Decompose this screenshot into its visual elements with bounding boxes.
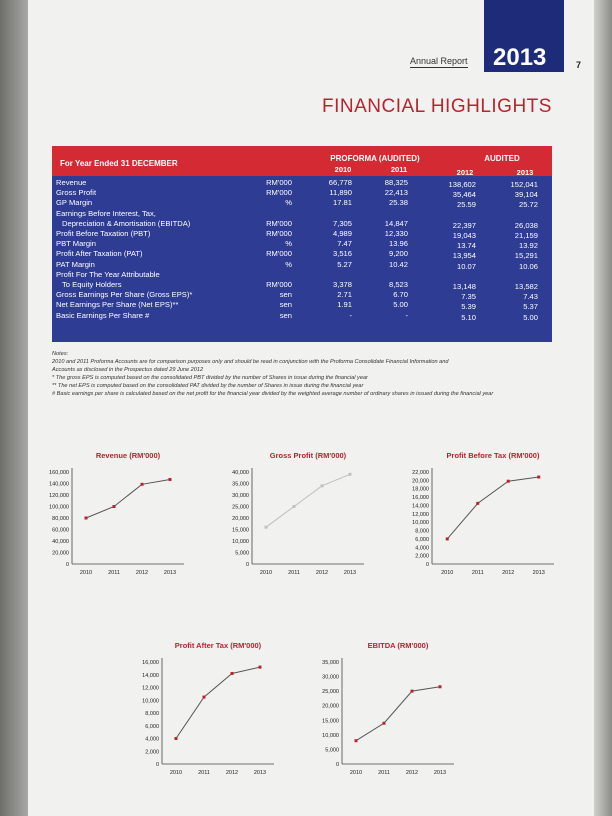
chart-svg [220,450,370,580]
data-point [231,672,234,675]
row-unit: RM'000 [266,188,292,198]
x-tick-label: 2013 [343,570,357,576]
year-header: 2010 [334,165,352,174]
data-point [259,666,262,669]
table-header-label: For Year Ended 31 DECEMBER [60,159,178,168]
x-tick-label: 2010 [349,770,363,776]
x-tick-label: 2012 [502,570,515,576]
table-cell: 10.07 [456,261,476,271]
y-tick-label: 18,000 [412,486,429,493]
page-title: FINANCIAL HIGHLIGHTS [322,96,552,117]
x-tick-label: 2010 [169,770,183,776]
row-label: Gross Profit [56,188,97,198]
x-tick-label: 2010 [79,570,93,576]
page-edge [594,0,612,816]
table-header [52,146,552,176]
chart-svg [40,450,190,580]
table-cell: 3,378 [332,280,352,289]
y-tick-label: 20,000 [52,550,69,557]
notes-heading: Notes: [52,351,69,357]
table-cell: 5.10 [461,312,476,322]
row-unit: % [285,239,292,249]
data-point [141,483,144,486]
report-year: 2013 [493,44,547,71]
row-unit: RM'000 [266,229,292,238]
row-label: Depreciation & Amortisation (EBITDA) [62,218,191,228]
x-tick-label: 2013 [433,770,447,776]
x-tick-label: 2011 [378,770,390,776]
table-cell: 25.59 [456,200,476,210]
data-point [411,690,414,693]
x-tick-label: 2010 [259,570,273,576]
table-cell: 9,200 [388,249,408,259]
y-tick-label: 100,000 [49,504,69,511]
table-cell: 14,847 [384,218,408,228]
table-cell: 6.70 [393,290,408,300]
y-tick-label: 8,000 [145,711,159,717]
row-label: Profit After Taxation (PAT) [56,249,143,259]
table-cell: 21,159 [514,231,538,240]
row-label: Profit For The Year Attributable [56,269,160,279]
table-cell: 13,954 [452,251,476,261]
data-point [169,478,172,481]
table-cell: 4,989 [332,229,352,238]
table-cell: 25.72 [518,200,538,210]
y-tick-label: 0 [425,562,429,568]
table-cell: 7.43 [523,292,538,302]
table-cell: 5.00 [393,300,408,310]
table-cell: 3,516 [332,249,352,259]
x-tick-label: 2010 [441,570,454,576]
year-header: 2011 [390,165,408,174]
y-tick-label: 40,000 [52,539,69,545]
data-point [507,480,510,483]
y-tick-label: 5,000 [235,550,249,557]
y-tick-label: 2,000 [415,553,429,560]
data-point [355,739,358,742]
chart-svg [310,640,460,780]
table-cell: 15,291 [514,251,538,261]
y-tick-label: 12,000 [412,511,429,518]
y-tick-label: 2,000 [145,749,159,756]
chart-title: Profit Before Tax (RM'000) [446,451,540,460]
y-tick-label: 120,000 [49,493,69,499]
note-line: ** The net EPS is computed based on the consolidated PAT divided by the number of Shares in issue during the financial year [52,383,364,389]
data-point [293,505,296,508]
y-tick-label: 22,000 [412,470,429,476]
y-tick-label: 15,000 [322,718,339,725]
line-chart [400,450,560,585]
table-cell: 22,397 [452,220,476,230]
table-cell: 8,523 [388,280,408,289]
table-cell: 5.39 [461,302,476,312]
row-unit: sen [279,310,292,320]
x-tick-label: 2012 [405,770,419,776]
x-tick-label: 2013 [253,770,267,776]
data-point [113,505,116,508]
page-gutter [0,0,28,816]
y-tick-label: 30,000 [322,674,339,681]
row-unit: sen [279,300,292,310]
y-tick-label: 20,000 [412,478,429,485]
table-cell: 5.27 [337,259,352,269]
table-cell: 12,330 [384,229,408,238]
line-chart [40,450,190,585]
x-tick-label: 2013 [163,570,177,576]
x-tick-label: 2011 [288,570,300,576]
y-tick-label: 14,000 [412,503,429,510]
y-tick-label: 160,000 [49,470,69,476]
row-unit: RM'000 [266,218,292,228]
y-tick-label: 140,000 [49,481,69,488]
chart-title: Gross Profit (RM'000) [269,451,347,460]
chart-title: EBITDA (RM'000) [367,641,429,650]
x-tick-label: 2011 [198,770,210,776]
y-tick-label: 40,000 [232,470,249,476]
table-cell: 13.74 [456,241,476,251]
table-cell: 5.00 [523,312,538,322]
table-cell: 22,413 [384,188,408,198]
notes-section [52,350,552,398]
y-tick-label: 0 [245,562,249,568]
series-line [86,479,170,518]
row-unit: RM'000 [266,178,292,187]
table-cell: 88,325 [384,178,408,187]
x-tick-label: 2011 [471,570,484,576]
y-tick-label: 6,000 [415,536,429,543]
table-cell: 17.81 [332,198,352,208]
table-cell: 138,602 [448,180,476,189]
table-cell: 10.06 [518,261,538,271]
note-line: Accounts as disclosed in the Prospectus dated 29 June 2012 [52,367,204,373]
audited-group-label: AUDITED [484,154,520,163]
series-line [266,474,350,527]
chart-title: Profit After Tax (RM'000) [174,641,262,650]
y-tick-label: 20,000 [322,703,339,710]
table-cell: - [405,310,408,320]
table-cell: 26,038 [514,220,538,230]
row-unit: % [285,198,292,208]
x-tick-label: 2011 [108,570,120,576]
financial-table [52,146,552,342]
table-cell: 13.96 [388,239,408,249]
y-tick-label: 16,000 [142,660,159,666]
row-label: Earnings Before Interest, Tax, [56,208,156,218]
y-tick-label: 60,000 [52,527,69,534]
table-cell: 35,464 [452,190,476,200]
row-unit: RM'000 [266,249,292,259]
y-tick-label: 12,000 [142,685,159,692]
line-chart [220,450,370,585]
data-point [321,484,324,487]
row-label: To Equity Holders [62,280,122,289]
note-line: * The gross EPS is computed based on the consolidated PBT divided by the number of Shares in issue during the financial year [52,375,368,381]
data-point [446,537,449,540]
y-tick-label: 15,000 [232,527,249,534]
y-tick-label: 0 [155,762,159,768]
chart-svg [400,450,560,580]
line-chart [130,640,280,785]
table-cell: 7,305 [332,218,352,228]
row-label: Profit Before Taxation (PBT) [56,229,151,238]
y-tick-label: 0 [65,562,69,568]
y-tick-label: 10,000 [232,539,249,545]
table-cell: 7.47 [337,239,352,249]
note-line: 2010 and 2011 Proforma Accounts are for comparison purposes only and should be read in conjunction with the Proforma Consolidate Financial Information and [52,359,449,365]
data-point [349,473,352,476]
table-cell: 11,890 [329,188,352,198]
data-point [537,476,540,479]
table-cell: 13,582 [514,282,538,291]
y-tick-label: 10,000 [412,520,429,527]
y-tick-label: 14,000 [142,672,159,679]
table-cell: 7.35 [461,292,476,302]
y-tick-label: 16,000 [412,495,429,502]
table-cell: - [349,310,352,320]
table-cell: 66,778 [328,178,352,187]
y-tick-label: 8,000 [415,528,429,535]
chart-title: Revenue (RM'000) [95,451,161,460]
x-tick-label: 2012 [135,570,149,576]
row-unit: sen [279,290,292,300]
page-number: 7 [576,60,582,70]
y-tick-label: 10,000 [322,732,339,739]
data-point [383,722,386,725]
table-cell: 1.91 [337,300,352,310]
table-cell: 25.38 [388,198,408,208]
row-unit: % [285,259,292,269]
year-header: 2012 [456,168,474,177]
row-label: Net Earnings Per Share (Net EPS)** [56,300,179,310]
series-line [176,667,260,738]
note-line: # Basic earnings per share is calculated based on the net profit for the financial year divided by the weighted average number of ordinary shares in issued during the financial year [52,391,494,397]
data-point [203,696,206,699]
y-tick-label: 4,000 [415,545,429,552]
data-point [175,737,178,740]
chart-svg [130,640,280,780]
y-tick-label: 6,000 [145,723,159,730]
data-point [265,526,268,529]
series-line [447,477,539,539]
y-tick-label: 0 [335,762,339,768]
table-cell: 13,148 [452,282,476,291]
row-label: Gross Earnings Per Share (Gross EPS)* [56,290,193,300]
y-tick-label: 35,000 [322,660,339,666]
x-tick-label: 2012 [225,770,239,776]
row-label: Basic Earnings Per Share # [56,310,150,320]
y-tick-label: 30,000 [232,493,249,499]
table-cell: 13.92 [518,241,538,251]
table-cell: 152,041 [510,180,538,189]
y-tick-label: 25,000 [322,689,339,696]
row-label: Revenue [56,178,87,187]
x-tick-label: 2012 [315,570,329,576]
y-tick-label: 35,000 [232,481,249,488]
year-header: 2013 [516,168,534,177]
line-chart [310,640,460,785]
row-label: GP Margin [56,198,93,208]
table-cell: 10.42 [388,259,408,269]
y-tick-label: 10,000 [142,698,159,705]
report-label: Annual Report [410,56,468,66]
table-cell: 2.71 [337,290,352,300]
y-tick-label: 4,000 [145,736,159,743]
data-point [439,685,442,688]
table-cell: 19,043 [452,231,476,240]
data-point [85,517,88,520]
series-line [356,687,440,741]
y-tick-label: 25,000 [232,504,249,511]
x-tick-label: 2013 [532,570,545,576]
proforma-group-label: PROFORMA (AUDITED) [330,154,420,163]
data-point [476,502,479,505]
y-tick-label: 20,000 [232,516,249,522]
table-cell: 39,104 [514,190,538,200]
table-cell: 5.37 [523,302,538,312]
y-tick-label: 80,000 [52,516,69,522]
y-tick-label: 5,000 [325,747,339,754]
row-label: PBT Margin [56,239,96,249]
row-label: PAT Margin [56,259,95,269]
row-unit: RM'000 [266,280,292,289]
